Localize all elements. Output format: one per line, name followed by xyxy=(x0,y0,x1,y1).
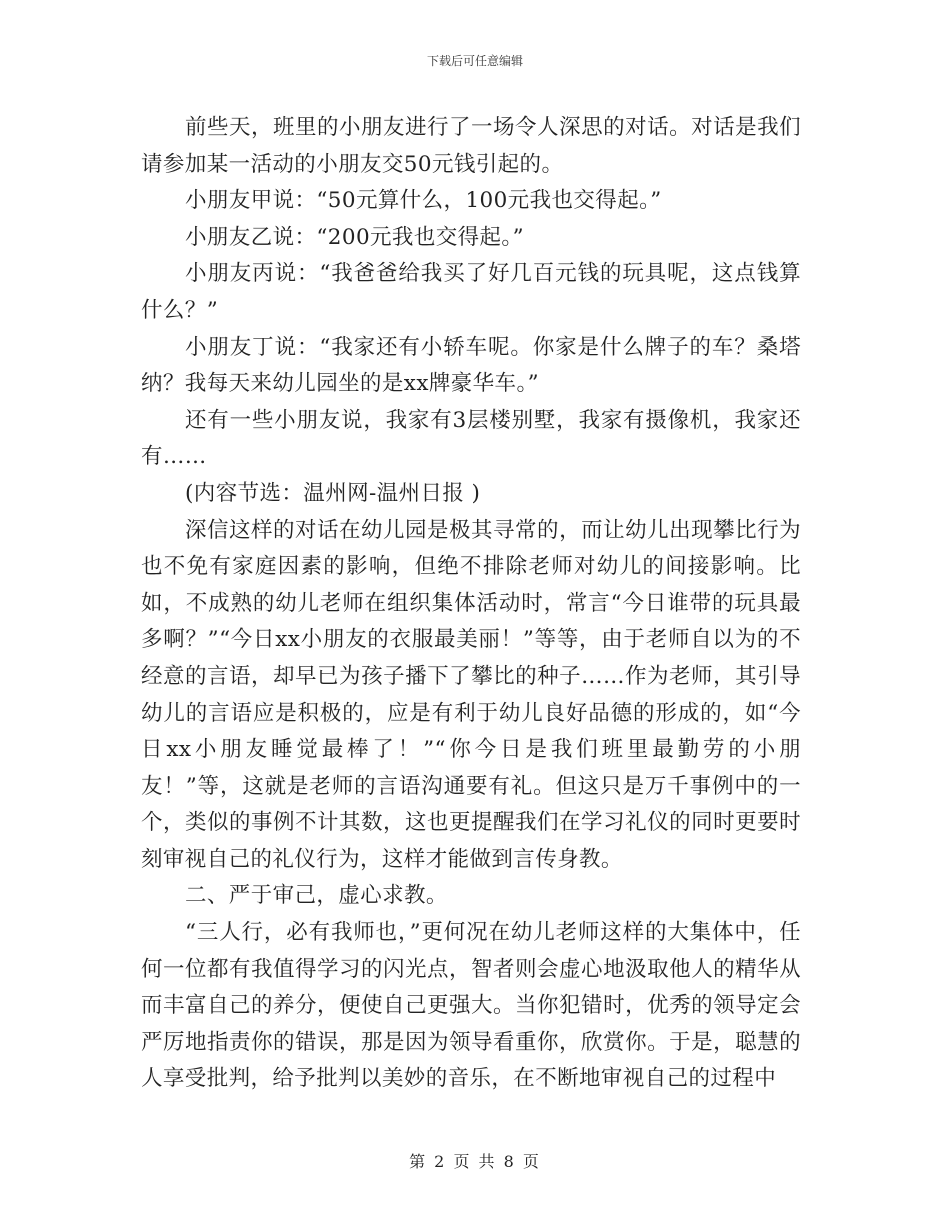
source-note: (内容节选：温州网-温州日报 ) xyxy=(185,480,481,506)
section-heading: 二、严于审己，虚心求教。 xyxy=(185,883,448,909)
page-header: 下载后可任意编辑 xyxy=(426,54,523,68)
paragraph: 小朋友甲说：“50元算什么，100元我也交得起。” xyxy=(185,188,662,214)
paragraph: 小朋友丙说：“我爸爸给我买了好几百元钱的玩具呢，这点钱算什么？” xyxy=(141,261,801,323)
document-body xyxy=(141,110,801,1098)
paragraph: 小朋友丁说：“我家还有小轿车呢。你家是什么牌子的车？桑塔纳？我每天来幼儿园坐的是xx牌豪华车。” xyxy=(141,334,801,397)
paragraph: 深信这样的对话在幼儿园是极其寻常的，而让幼儿出现攀比行为也不免有家庭因素的影响，但绝不排除老师对幼儿的间接影响。比如，不成熟的幼儿老师在组织集体活动时，常言“今日谁带的玩具最多啊？”“今日xx小朋友的衣服最美丽！”等等，由于老师自以为的不经意的言语，却早已为孩子播下了攀比的种子……作为老师，其引导幼儿的言语应是积极的，应是有利于幼儿良好品德的形成的，如“今日xx小朋友睡觉最棒了！”“你今日是我们班里最勤劳的小朋友！”等，这就是老师的言语沟通要有礼。但这只是万千事例中的一个，类似的事例不计其数，这也更提醒我们在学习礼仪的同时更要时刻审视自己的礼仪行为，这样才能做到言传身教。 xyxy=(141,517,801,872)
page-number: 第 2 页 共 8 页 xyxy=(409,1152,541,1171)
paragraph: 小朋友乙说：“200元我也交得起。” xyxy=(185,224,524,250)
paragraph: “三人行，必有我师也，”更何况在幼儿老师这样的大集体中，任何一位都有我值得学习的闪光点，智者则会虚心地汲取他人的精华从而丰富自己的养分，便使自己更强大。当你犯错时，优秀的领导定会严厉地指责你的错误，那是因为领导看重你，欣赏你。于是，聪慧的人享受批判，给予批判以美妙的音乐，在不断地审视自己的过程中 xyxy=(141,920,801,1092)
paragraph: 前些天，班里的小朋友进行了一场令人深思的对话。对话是我们请参加某一活动的小朋友交50元钱引起的。 xyxy=(141,115,801,177)
paragraph: 还有一些小朋友说，我家有3层楼别墅，我家有摄像机，我家还有…… xyxy=(141,407,801,470)
